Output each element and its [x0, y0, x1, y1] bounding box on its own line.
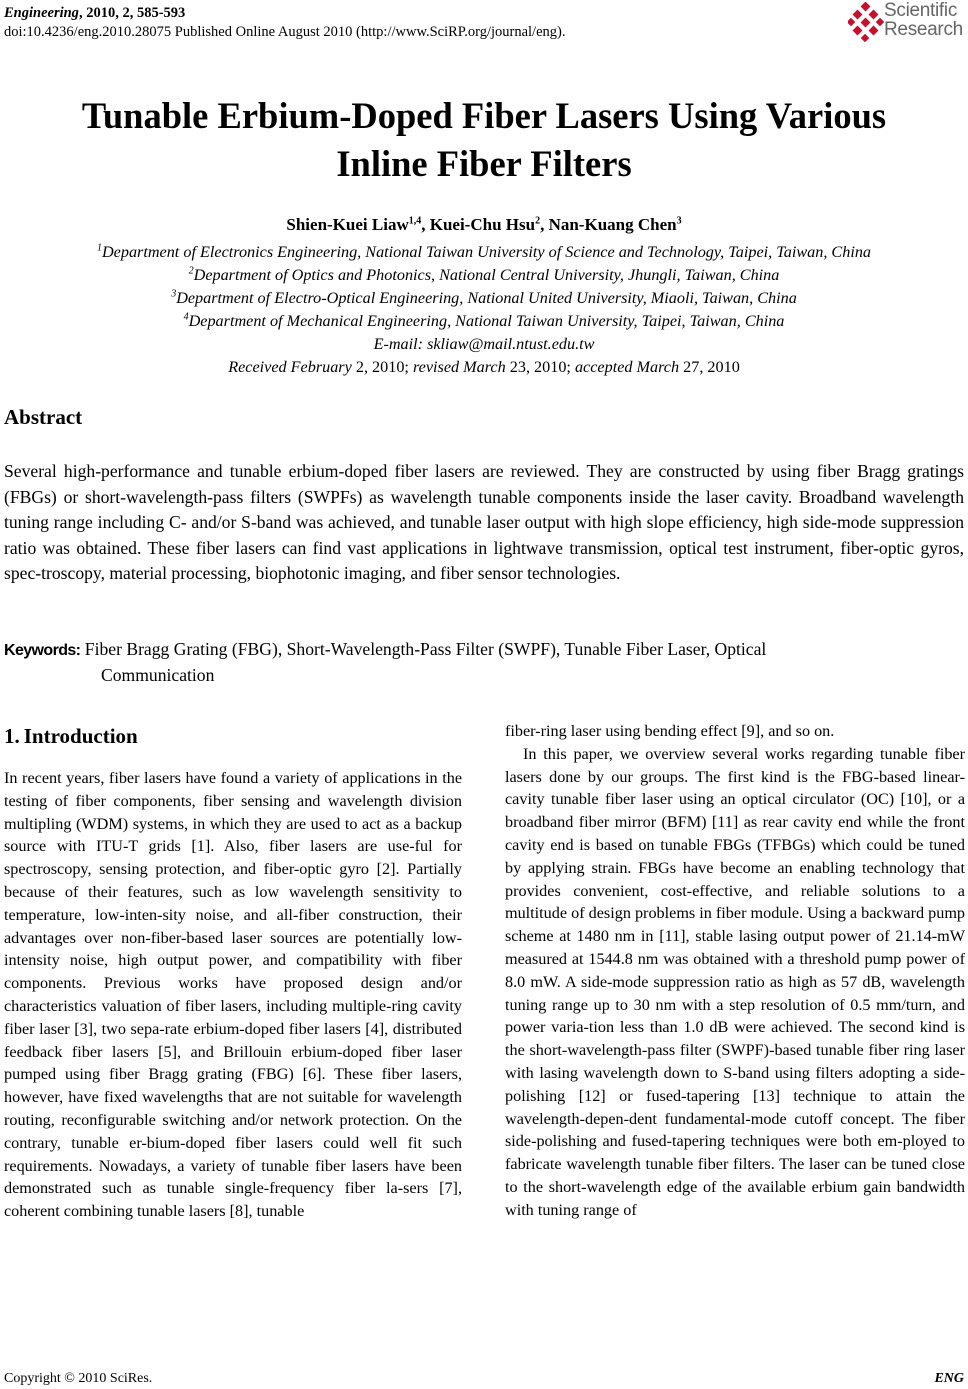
- email-line: [0, 333, 968, 356]
- section-heading-introduction: [4, 723, 138, 749]
- intro-paragraph-1: In recent years, fiber lasers have found a variety of applications in the testing of fiber components, fiber sensing and wavelength division multipling (WDM) systems, in which they are used to act as a backup source with ITU-T grids [1]. Also, fiber lasers are use-ful for spectroscopy, sensing protection, and fiber-optic gyro [2]. Partially because of their features, such as low wavelength sensitivity to temperature, low-inten-sity noise, and all-fiber construction, their advantages over non-fiber-based laser sources are potentially low-intensity noise, high output power, and compatibility with fiber components. Previous works have proposed design and/or characteristics valuation of fiber lasers, including multiple-ring cavity fiber laser [3], two sepa-rate erbium-doped fiber lasers [4], distributed feedback fiber lasers [5], and Brillouin erbium-doped fiber laser pumped using fiber Bragg grating (FBG) [6]. These fiber lasers, however, have fixed wavelengths that are not suitable for wavelength routing, reconfigurable switching and/or network protection. On the contrary, tunable er-bium-doped fiber lasers could well fit such requirements. Nowadays, a variety of tunable fiber lasers have been demonstrated such as tunable single-frequency fiber la-sers [7], coherent combining tunable lasers [8], tunable: [4, 769, 462, 1221]
- logo-wordmark: [884, 1, 963, 39]
- received-label: Received February: [228, 358, 352, 376]
- accepted-date: 27, 2010: [679, 358, 740, 376]
- author-1-affil: 1,4: [408, 215, 422, 227]
- doi-line: doi:10.4236/eng.2010.28075 Published Online August 2010 (http://www.SciRP.org/journal/eng).: [4, 24, 566, 40]
- email-label: E-mail: [373, 335, 418, 353]
- right-column: [505, 720, 965, 1222]
- keywords-line-2: Communication: [101, 665, 215, 685]
- abstract-heading: Abstract: [4, 405, 83, 429]
- paper-title: [0, 92, 968, 188]
- title-line-1: Tunable Erbium-Doped Fiber Lasers Using Various: [81, 95, 887, 136]
- revised-label: revised March: [412, 358, 506, 376]
- affiliation-2: [0, 264, 968, 287]
- affiliation-1: [0, 241, 968, 264]
- author-1: Shien-Kuei Liaw: [286, 215, 409, 234]
- revised-date: 23, 2010;: [505, 358, 575, 376]
- affiliation-2-text: Department of Optics and Photonics, National Central University, Jhungli, Taiwan, China: [193, 266, 780, 284]
- author-2-affil: 2: [535, 215, 541, 227]
- keywords-label: Keywords:: [4, 642, 81, 659]
- left-column: [4, 767, 462, 1223]
- author-list: [0, 214, 968, 236]
- logo-line-1: Scientific: [884, 0, 958, 21]
- keywords-line-1: Fiber Bragg Grating (FBG), Short-Wavelength-Pass Filter (SWPF), Tunable Fiber Laser, Optical: [80, 639, 767, 659]
- accepted-label: accepted March: [574, 358, 680, 376]
- journal-abbreviation: ENG: [934, 1371, 964, 1386]
- scientific-research-logo: [848, 0, 968, 44]
- copyright-notice: Copyright © 2010 SciRes.: [4, 1371, 153, 1386]
- affiliation-2-marker: 2: [188, 265, 194, 277]
- intro-paragraph-2: In this paper, we overview several works regarding tunable fiber lasers done by our groups. The first kind is the FBG-based linear-cavity tunable fiber laser using an optical circulator (OC) [10], or a broadband fiber mirror (BFM) [11] as rear cavity end while the front cavity end is based on tunable FBGs (TFBGs) which could be tuned by applying strain. FBGs have become an enabling technology that provides convenient, cost-effective, and reliable solutions to a multitude of design problems in fiber module. Using a backward pump scheme at 1480 nm in [11], stable lasing output power of 21.14-mW measured at 1544.8 nm was obtained with a threshold pump power of 8.0 mW. A side-mode suppression ratio as high as 57 dB, wavelength tuning range up to 30 nm with a step resolution of 0.5 mm/turn, and power varia-tion less than 1.0 dB were achieved. The second kind is the short-wavelength-pass filter (SWPF)-based tunable fiber ring laser with lasing wavelength down to S-band using filters adopting a side-polishing [12] or fused-tapering [13] technique to attain the wavelength-depen-dent fundamental-mode cutoff concept. The fiber side-polishing and fused-tapering techniques were both em-ployed to fabricate wavelength tunable fiber filters. The laser can be tuned close to the short-wavelength edge of the available erbium gain bandwidth with tuning range of: [505, 744, 965, 1219]
- affiliation-3: [0, 287, 968, 310]
- section-number: 1.: [4, 724, 20, 748]
- received-dates: [0, 356, 968, 379]
- affiliation-4-text: Department of Mechanical Engineering, National Taiwan University, Taipei, Taiwan, China: [188, 312, 785, 330]
- author-3-affil: 3: [676, 215, 682, 227]
- journal-name: Engineering: [4, 5, 79, 21]
- logo-line-2: Research: [884, 19, 963, 40]
- email-address[interactable]: : skliaw@mail.ntust.edu.tw: [417, 335, 595, 353]
- affiliation-3-text: Department of Electro-Optical Engineering, National United University, Miaoli, Taiwan, China: [176, 289, 797, 307]
- abstract-text: Several high-performance and tunable erbium-doped fiber lasers are reviewed. They are constructed by using fiber Bragg gratings (FBGs) or short-wavelength-pass filters (SWPFs) as wavelength tunable components inside the laser cavity. Broadband wavelength tuning range including C- and/or S-band was achieved, and tunable laser output with high slope efficiency, high side-mode suppression ratio was obtained. These fiber lasers can find vast applications in lightwave transmission, optical test instrument, fiber-optic gyros, spec-troscopy, material processing, biophotonic imaging, and fiber sensor technologies.: [4, 461, 964, 584]
- affiliation-1-text: Department of Electronics Engineering, National Taiwan University of Science and Technology, Taipei, Taiwan, China: [101, 243, 872, 261]
- affiliation-4-marker: 4: [183, 311, 189, 323]
- keywords: [4, 637, 964, 687]
- intro-paragraph-1-continued: fiber-ring laser using bending effect [9], and so on.: [505, 722, 835, 740]
- journal-volume-info: , 2010, 2, 585-593: [78, 5, 186, 21]
- affiliation-3-marker: 3: [171, 288, 177, 300]
- author-3: , Nan-Kuang Chen: [540, 215, 677, 234]
- affiliations: [0, 241, 968, 379]
- logo-mark-icon: [848, 2, 884, 42]
- affiliation-4: [0, 310, 968, 333]
- section-title: Introduction: [23, 724, 138, 748]
- affiliation-1-marker: 1: [96, 242, 102, 254]
- journal-header: [4, 4, 565, 42]
- title-line-2: Inline Fiber Filters: [336, 143, 632, 184]
- author-2: , Kuei-Chu Hsu: [421, 215, 536, 234]
- received-date: 2, 2010;: [351, 358, 413, 376]
